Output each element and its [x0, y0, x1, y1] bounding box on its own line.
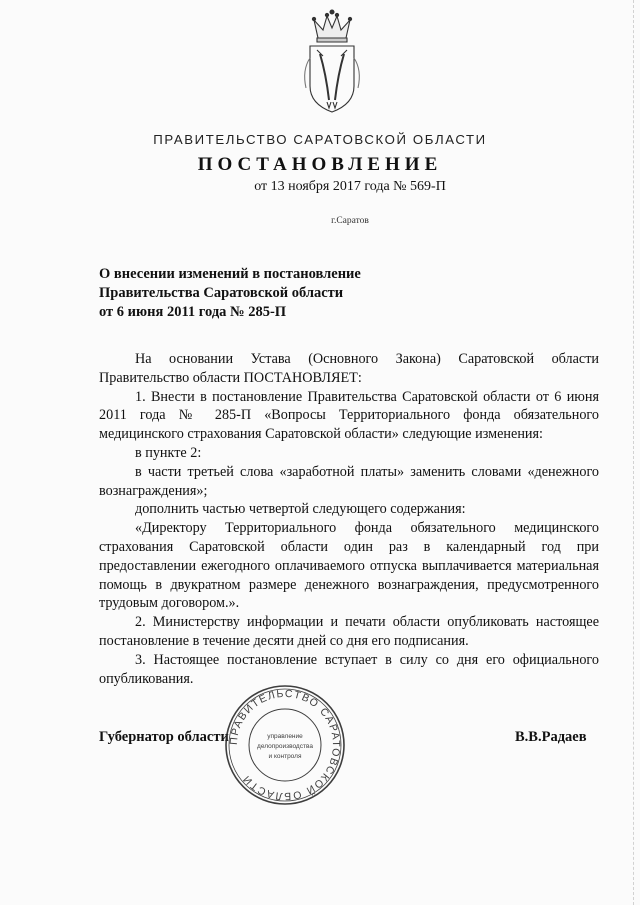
- city-line: г.Саратов: [331, 216, 369, 226]
- body-paragraph: «Директору Территориального фонда обязательного медицинского страхования Саратовской области один раз в календарный год при предоставлении ежегодного оплачиваемого отпуска выплачивается материальная помощь в двукратном размере денежного вознаграждения, предусмотренного трудовым договором.».: [99, 520, 599, 612]
- body-paragraph: 2. Министерству информации и печати области опубликовать настоящее постановление в течение десяти дней со дня его подписания.: [99, 614, 599, 649]
- document-subject: [99, 265, 459, 322]
- subject-line: Правительства Саратовской области: [99, 285, 344, 301]
- government-name: ПРАВИТЕЛЬСТВО САРАТОВСКОЙ ОБЛАСТИ: [153, 132, 487, 147]
- body-paragraph: в части третьей слова «заработной платы» заменить словами «денежного вознаграждения»;: [99, 463, 599, 499]
- body-paragraph: дополнить частью четвертой следующего содержания:: [135, 501, 466, 518]
- body-paragraph: На основании Устава (Основного Закона) Саратовской области Правительство области ПОСТАНОВЛЯЕТ:: [99, 351, 599, 386]
- document-type-title: ПОСТАНОВЛЕНИЕ: [197, 154, 443, 175]
- stamp-ring-text: ПРАВИТЕЛЬСТВО САРАТОВСКОЙ ОБЛАСТИ: [227, 687, 343, 803]
- stamp-center-line: и контроля: [268, 753, 302, 760]
- signatory-position: Губернатор области: [99, 729, 229, 745]
- subject-line: от 6 июня 2011 года № 285-П: [99, 304, 287, 320]
- saratov-coat-of-arms-icon: [296, 8, 368, 118]
- document-body: [99, 350, 599, 688]
- subject-line: О внесении изменений в постановление: [99, 266, 361, 282]
- body-paragraph: в пункте 2:: [135, 444, 202, 461]
- body-paragraph: 1. Внести в постановление Правительства Саратовской области от 6 июня 2011 года № 285-П «Вопросы Территориального фонда обязательного медицинского страхования Саратовской области» следующие изменения:: [99, 388, 599, 443]
- signatory-name: В.В.Радаев: [515, 729, 587, 745]
- body-paragraph: 3. Настоящее постановление вступает в силу со дня его официального опубликования.: [99, 651, 599, 687]
- stamp-center-line: управление: [267, 733, 303, 740]
- official-stamp: [223, 683, 347, 807]
- date-and-number: от 13 ноября 2017 года № 569-П: [254, 179, 446, 194]
- stamp-center-line: делопроизводства: [257, 743, 313, 750]
